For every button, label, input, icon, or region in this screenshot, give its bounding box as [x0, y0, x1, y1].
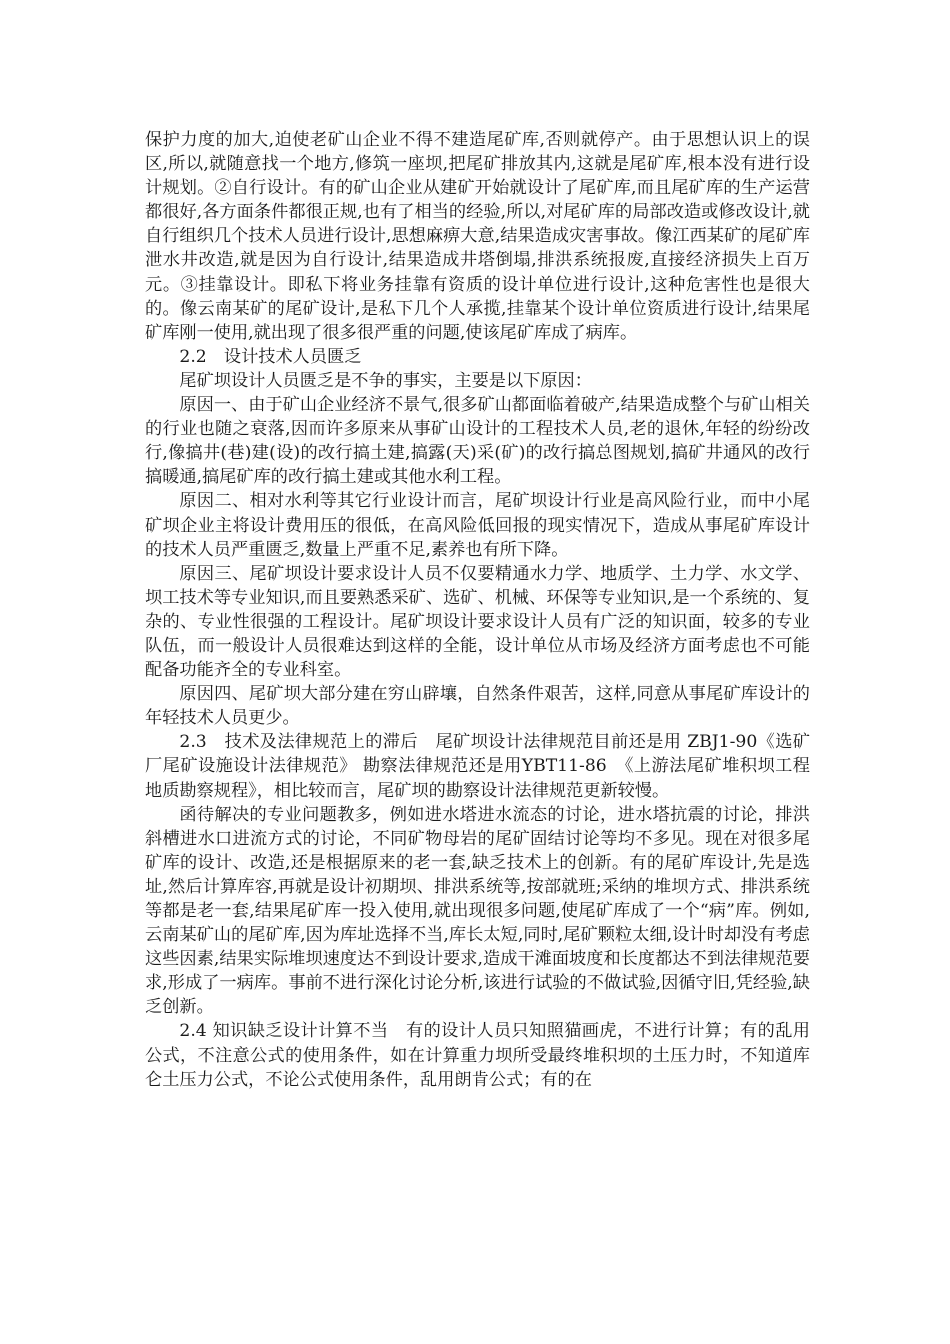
- paragraph-innovation: 函待解决的专业问题教多，例如进水塔进水流态的讨论，进水塔抗震的讨论，排洪斜槽进水口进流方式的讨论，不同矿物母岩的尾矿固结讨论等均不多见。现在对很多尾矿库的设计、改造,还是根据原来的老一套,缺乏技术上的创新。有的尾矿库设计,先是选址,然后计算库容,再就是设计初期坝、排洪系统等,按部就班;采纳的堆坝方式、排洪系统等都是老一套,结果尾矿库一投入使用,就出现很多问题,使尾矿库成了一个“病”库。例如,云南某矿山的尾矿库,因为库址选择不当,库长太短,同时,尾矿颗粒太细,设计时却没有考虑这些因素,结果实际堆坝速度达不到设计要求,造成干滩面坡度和长度都达不到法律规范要求,形成了一病库。事前不进行深化讨论分析,该进行试验的不做试验,因循守旧,凭经验,缺乏创新。: [145, 804, 810, 1018]
- document-body: [145, 128, 810, 1092]
- paragraph-2: 尾矿坝设计人员匮乏是不争的事实，主要是以下原因：: [179, 370, 592, 391]
- paragraph-reason-4: 原因四、尾矿坝大部分建在穷山辟壤，自然条件艰苦，这样,同意从事尾矿库设计的年轻技术人员更少。: [145, 684, 810, 729]
- section-2-4-paragraph: 2.4 知识缺乏设计计算不当 有的设计人员只知照猫画虎，不进行计算；有的乱用公式，不注意公式的使用条件，如在计算重力坝所受最终堆积坝的土压力时，不知道库仑土压力公式，不论公式使用条件，乱用朗肯公式；有的在: [145, 1021, 810, 1090]
- section-heading-2-2: 2.2 设计技术人员匮乏: [179, 346, 362, 367]
- paragraph-reason-1: 原因一、由于矿山企业经济不景气,很多矿山都面临着破产,结果造成整个与矿山相关的行业也随之衰落,因而许多原来从事矿山设计的工程技术人员,老的退休,年轻的纷纷改行,像搞井(巷)建(设)的改行搞土建,搞露(天)采(矿)的改行搞总图规划,搞矿井通风的改行搞暖通,搞尾矿库的改行搞土建或其他水利工程。: [145, 395, 810, 488]
- paragraph-reason-3: 原因三、尾矿坝设计要求设计人员不仅要精通水力学、地质学、土力学、水文学、坝工技术等专业知识,而且要熟悉采矿、选矿、机械、环保等专业知识,是一个系统的、复杂的、专业性很强的工程设计。尾矿坝设计要求设计人员有广泛的知识面，较多的专业队伍，而一般设计人员很难达到这样的全能，设计单位从市场及经济方面考虑也不可能配备功能齐全的专业科室。: [145, 563, 810, 681]
- section-2-3-paragraph: 2.3 技术及法律规范上的滞后 尾矿坝设计法律规范目前还是用 ZBJ1-90《选矿厂尾矿设施设计法律规范》 勘察法律规范还是用YBT11-86 《上游法尾矿堆积坝工程地质勘察规程》，相比较而言，尾矿坝的勘察设计法律规范更新较慢。: [145, 732, 810, 801]
- paragraph-reason-2: 原因二、相对水利等其它行业设计而言，尾矿坝设计行业是高风险行业，而中小尾矿坝企业主将设计费用压的很低，在高风险低回报的现实情况下，造成从事尾矿库设计的技术人员严重匮乏,数量上严重不足,素养也有所下降。: [145, 491, 810, 560]
- paragraph-1: 保护力度的加大,迫使老矿山企业不得不建造尾矿库,否则就停产。由于思想认识上的误区,所以,就随意找一个地方,修筑一座坝,把尾矿排放其内,这就是尾矿库,根本没有进行设计规划。②自行设计。有的矿山企业从建矿开始就设计了尾矿库,而且尾矿库的生产运营都很好,各方面条件都很正规,也有了相当的经验,所以,对尾矿库的局部改造或修改设计,就自行组织几个技术人员进行设计,思想麻痹大意,结果造成灾害事故。像江西某矿的尾矿库泄水井改造,就是因为自行设计,结果造成井塔倒塌,排洪系统报废,直接经济损失上百万元。③挂靠设计。即私下将业务挂靠有资质的设计单位进行设计,这种危害性也是很大的。像云南某矿的尾矿设计,是私下几个人承揽,挂靠某个设计单位资质进行设计,结果尾矿库刚一使用,就出现了很多很严重的问题,使该尾矿库成了病库。: [145, 130, 810, 343]
